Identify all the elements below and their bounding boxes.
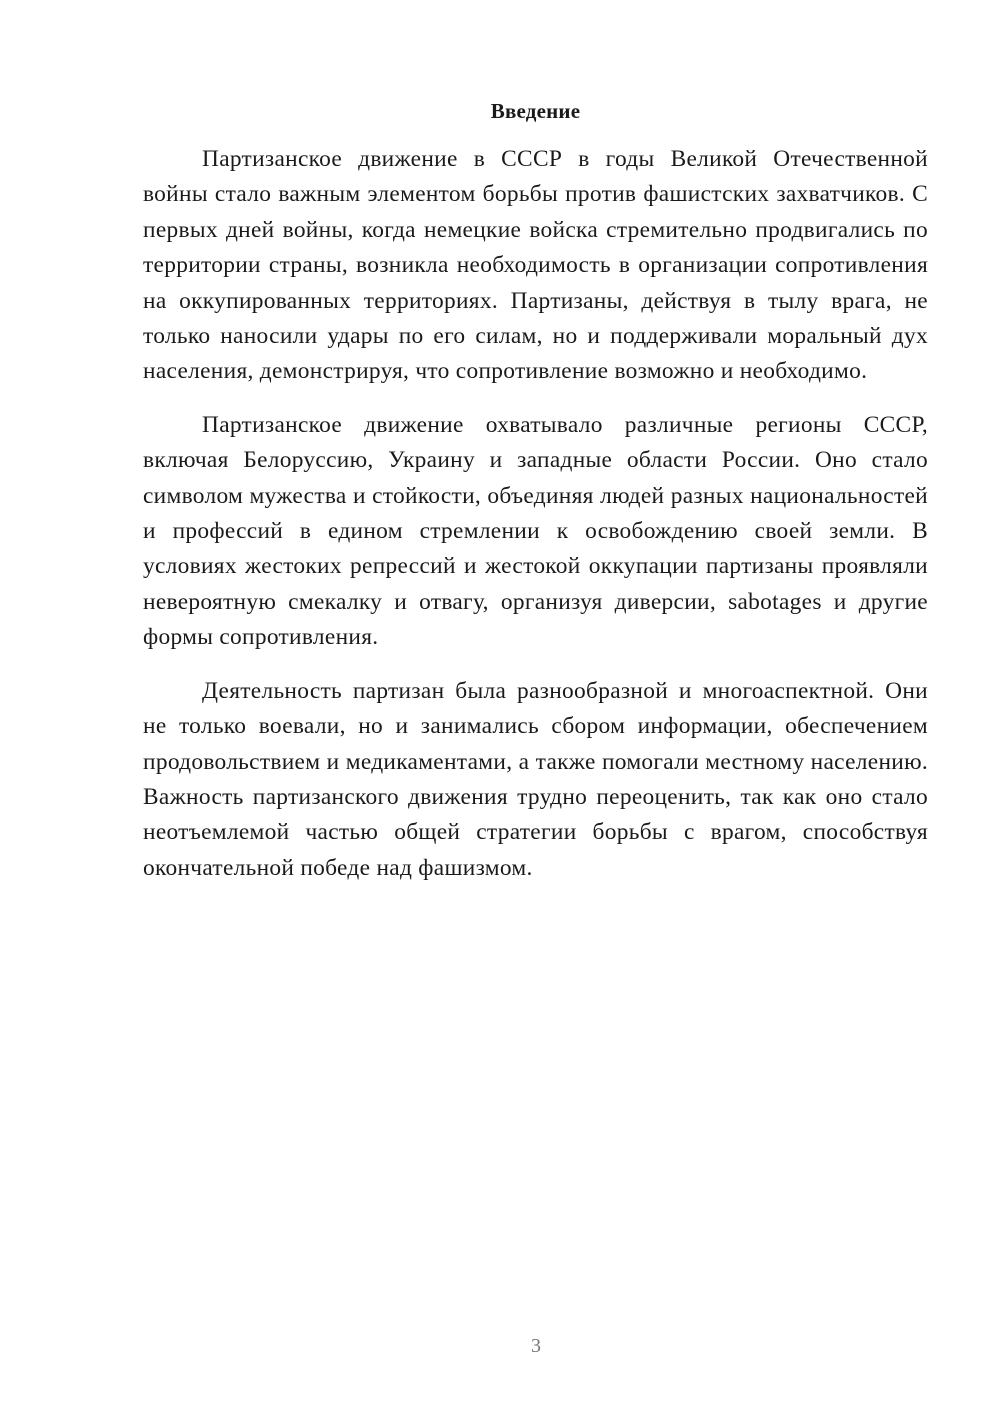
paragraph: Партизанское движение охватывало различные регионы СССР, включая Белоруссию, Украину и западные области России. Оно стало символом мужества и стойкости, объединяя людей разных национальностей и профессий в едином стремлении к освобождению своей земли. В условиях жестоких репрессий и жестокой оккупации партизаны проявляли невероятную смекалку и отвагу, организуя диверсии, sabotages и другие формы сопротивления. xyxy=(143,411,928,651)
paragraph: Партизанское движение в СССР в годы Великой Отечественной войны стало важным элементом борьбы против фашистских захватчиков. С первых дней войны, когда немецкие войска стремительно продвигались по территории страны, возникла необходимость в организации сопротивления на оккупированных территориях. Партизаны, действуя в тылу врага, не только наносили удары по его силам, но и поддерживали моральный дух населения, демонстрируя, что сопротивление возможно и необходимо. xyxy=(143,146,928,385)
page-content xyxy=(143,94,928,904)
paragraph: Деятельность партизан была разнообразной и многоаспектной. Они не только воевали, но и занимались сбором информации, обеспечением продовольствием и медикаментами, а также помогали местному населению. Важность партизанского движения трудно переоценить, так как оно стало неотъемлемой частью общей стратегии борьбы с врагом, способствуя окончательной победе над фашизмом. xyxy=(143,677,928,881)
page-number: 3 xyxy=(531,1335,541,1357)
section-title: Введение xyxy=(490,99,581,123)
